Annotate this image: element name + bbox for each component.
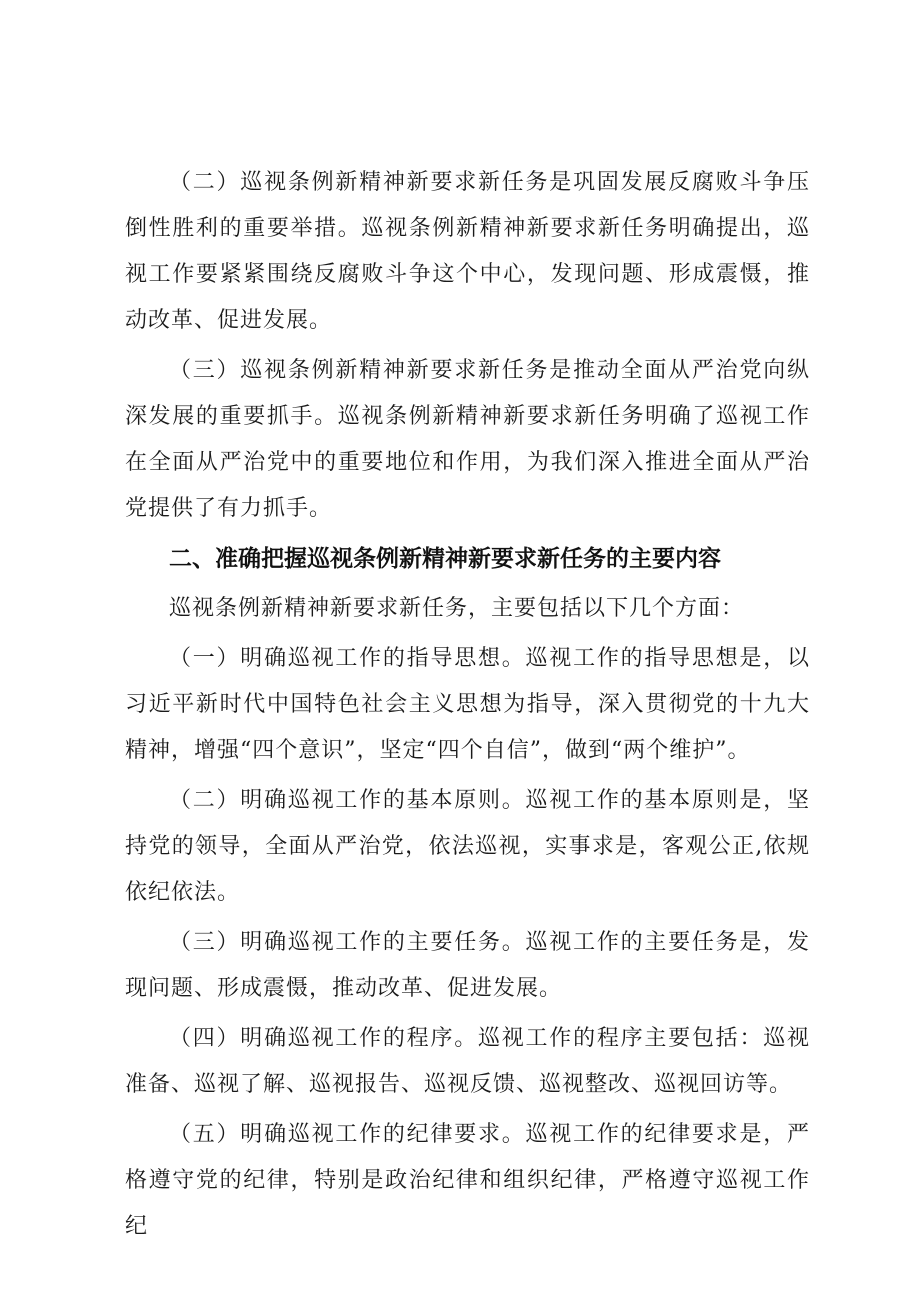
paragraph-2-2: （二）巡视条例新精神新要求新任务是巩固发展反腐败斗争压倒性胜利的重要举措。巡视条例新精神新要求新任务明确提出，巡视工作要紧紧围绕反腐败斗争这个中心，发现问题、形成震慑，推动改革、促进发展。: [125, 170, 810, 333]
paragraph-2-3: （三）巡视条例新精神新要求新任务是推动全面从严治党向纵深发展的重要抓手。巡视条例新精神新要求新任务明确了巡视工作在全面从严治党中的重要地位和作用，为我们深入推进全面从严治党提供了有力抓手。: [125, 358, 810, 521]
point-5-discipline: （五）明确巡视工作的纪律要求。巡视工作的纪律要求是，严格遵守党的纪律，特别是政治纪律和组织纪律，严格遵守巡视工作纪: [125, 1122, 810, 1239]
point-2-basic-principles: （二）明确巡视工作的基本原则。巡视工作的基本原则是，坚持党的领导，全面从严治党，依法巡视，实事求是，客观公正,依规依纪依法。: [125, 788, 810, 905]
section-heading-2: 二、准确把握巡视条例新精神新要求新任务的主要内容: [169, 546, 721, 572]
point-3-main-tasks: （三）明确巡视工作的主要任务。巡视工作的主要任务是，发现问题、形成震慑，推动改革、促进发展。: [125, 930, 810, 1001]
point-1-guiding-thought: （一）明确巡视工作的指导思想。巡视工作的指导思想是，以习近平新时代中国特色社会主义思想为指导，深入贯彻党的十九大精神，增强“四个意识”，坚定“四个自信”，做到“两个维护”。: [125, 646, 810, 763]
point-4-procedure: （四）明确巡视工作的程序。巡视工作的程序主要包括：巡视准备、巡视了解、巡视报告、巡视反馈、巡视整改、巡视回访等。: [125, 1026, 810, 1097]
section-intro: 巡视条例新精神新要求新任务，主要包括以下几个方面：: [169, 596, 745, 621]
document-body: [125, 160, 810, 1254]
